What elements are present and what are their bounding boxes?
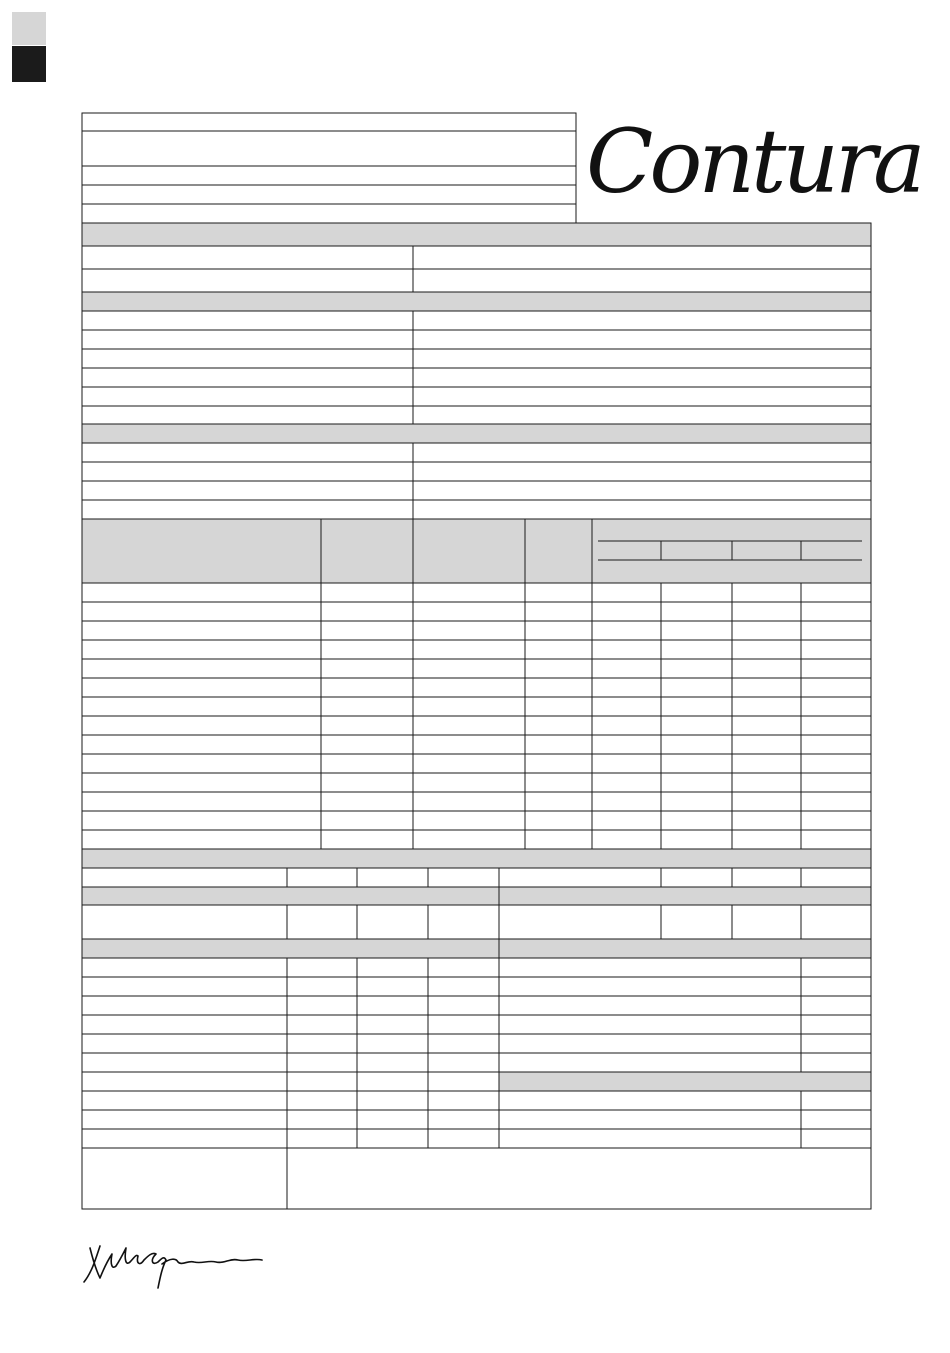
test-table-cell xyxy=(321,716,413,735)
test-table-cell xyxy=(732,773,801,792)
bottom-left-cell xyxy=(287,1034,357,1053)
test-table-cell xyxy=(801,583,871,602)
header-field xyxy=(82,185,576,204)
test-table-cell xyxy=(413,583,525,602)
test-table-cell xyxy=(592,678,661,697)
bottom-right-cell xyxy=(801,996,871,1015)
bottom-left-cell xyxy=(287,1129,357,1148)
contura-logo: Contura xyxy=(586,110,922,213)
test-table-cell xyxy=(413,659,525,678)
bottom-left-cell xyxy=(287,1072,357,1091)
section3-cell xyxy=(82,500,413,519)
test-table-cell xyxy=(661,830,732,849)
section2-cell xyxy=(82,349,413,368)
test-table-cell xyxy=(321,640,413,659)
test-table-cell xyxy=(801,621,871,640)
bottom-left-cell xyxy=(357,996,428,1015)
bottom-left-cell xyxy=(82,1091,287,1110)
bottom-right-cell xyxy=(801,958,871,977)
bottom-left-cell xyxy=(82,1034,287,1053)
test-table-cell xyxy=(525,830,592,849)
test-table-cell xyxy=(321,697,413,716)
lower-row2-cell xyxy=(82,905,287,939)
test-table-cell xyxy=(732,811,801,830)
test-table-cell xyxy=(525,602,592,621)
bottom-right-cell xyxy=(499,996,801,1015)
section-band xyxy=(82,223,871,246)
test-table-cell xyxy=(661,678,732,697)
lower-row-cell xyxy=(428,868,499,887)
test-table-cell xyxy=(801,792,871,811)
test-table-cell xyxy=(413,735,525,754)
test-table-cell xyxy=(592,830,661,849)
section-band xyxy=(499,1072,871,1091)
lower-row-cell xyxy=(801,868,871,887)
test-table-cell xyxy=(525,678,592,697)
test-table-cell xyxy=(732,621,801,640)
test-table-cell xyxy=(732,640,801,659)
bottom-left-cell xyxy=(287,977,357,996)
bottom-left-cell xyxy=(357,977,428,996)
test-table-cell xyxy=(801,773,871,792)
bottom-left-cell xyxy=(428,977,499,996)
bottom-right-cell xyxy=(499,977,801,996)
test-table-cell xyxy=(525,697,592,716)
bottom-left-cell xyxy=(287,958,357,977)
test-table-cell xyxy=(732,735,801,754)
test-table-cell xyxy=(661,583,732,602)
test-table-cell xyxy=(82,678,321,697)
test-table-cell xyxy=(321,754,413,773)
test-table-cell xyxy=(525,773,592,792)
test-table-cell xyxy=(592,583,661,602)
remarks-cell xyxy=(287,1148,871,1209)
bottom-left-cell xyxy=(357,1091,428,1110)
test-table-cell xyxy=(801,716,871,735)
bottom-right2-cell xyxy=(801,1091,871,1110)
test-table-cell xyxy=(82,792,321,811)
bottom-left-cell xyxy=(428,1110,499,1129)
test-table-cell xyxy=(321,735,413,754)
test-table-cell xyxy=(661,659,732,678)
test-table-cell xyxy=(413,754,525,773)
test-table-cell xyxy=(592,754,661,773)
header-field xyxy=(82,113,576,131)
bottom-right-cell xyxy=(801,1015,871,1034)
test-table-cell xyxy=(525,811,592,830)
lower-row2-cell xyxy=(661,905,732,939)
bottom-right2-cell xyxy=(499,1110,801,1129)
test-table-cell xyxy=(82,754,321,773)
test-table-cell xyxy=(801,754,871,773)
bottom-right-cell xyxy=(499,958,801,977)
test-table-cell xyxy=(321,583,413,602)
lower-row-cell xyxy=(661,868,732,887)
bottom-left-cell xyxy=(82,958,287,977)
test-table-cell xyxy=(82,773,321,792)
lower-row2-cell xyxy=(428,905,499,939)
section2-cell xyxy=(413,387,871,406)
test-table-cell xyxy=(321,621,413,640)
test-table-cell xyxy=(801,811,871,830)
test-table-cell xyxy=(661,735,732,754)
header-field xyxy=(82,131,576,166)
section2-cell xyxy=(413,311,871,330)
test-table-cell xyxy=(732,792,801,811)
section2-cell xyxy=(413,330,871,349)
section1-cell xyxy=(413,269,871,292)
bottom-right-cell xyxy=(801,977,871,996)
section-band xyxy=(499,939,871,958)
test-table-cell xyxy=(525,640,592,659)
test-table-cell xyxy=(592,659,661,678)
test-table-cell xyxy=(732,830,801,849)
test-table-cell xyxy=(801,735,871,754)
section2-cell xyxy=(82,406,413,424)
test-table-cell xyxy=(592,735,661,754)
section3-cell xyxy=(413,481,871,500)
section1-cell xyxy=(82,246,413,269)
test-table-cell xyxy=(525,583,592,602)
test-table-cell xyxy=(592,792,661,811)
header-field xyxy=(82,166,576,185)
test-table-cell xyxy=(732,659,801,678)
bottom-left-cell xyxy=(428,1129,499,1148)
test-table-cell xyxy=(413,811,525,830)
header-field xyxy=(82,204,576,223)
bottom-right2-cell xyxy=(499,1091,801,1110)
test-table-cell xyxy=(732,602,801,621)
test-table-cell xyxy=(801,640,871,659)
test-table-cell xyxy=(82,716,321,735)
test-table-cell xyxy=(321,602,413,621)
test-table-cell xyxy=(525,792,592,811)
test-table-cell xyxy=(321,830,413,849)
section-band xyxy=(82,849,871,868)
section3-cell xyxy=(82,443,413,462)
section2-cell xyxy=(82,311,413,330)
bottom-left-cell xyxy=(82,977,287,996)
section3-cell xyxy=(413,443,871,462)
section3-cell xyxy=(82,481,413,500)
test-table-cell xyxy=(413,678,525,697)
test-table-cell xyxy=(525,754,592,773)
test-table-cell xyxy=(321,678,413,697)
test-table-cell xyxy=(592,697,661,716)
test-table-cell xyxy=(82,811,321,830)
section2-cell xyxy=(82,368,413,387)
test-table-cell xyxy=(82,640,321,659)
lower-row2-cell xyxy=(499,905,661,939)
bottom-right-cell xyxy=(499,1034,801,1053)
test-table-cell xyxy=(592,621,661,640)
bottom-left-cell xyxy=(428,1015,499,1034)
handwritten-signature-icon xyxy=(78,1238,268,1290)
bottom-left-cell xyxy=(287,1110,357,1129)
bottom-left-cell xyxy=(82,1053,287,1072)
lower-row-cell xyxy=(357,868,428,887)
test-table-cell xyxy=(82,830,321,849)
lower-row-cell xyxy=(499,868,661,887)
section2-cell xyxy=(413,406,871,424)
test-table-cell xyxy=(661,773,732,792)
test-table-cell xyxy=(413,716,525,735)
test-table-cell xyxy=(661,811,732,830)
test-table-cell xyxy=(732,716,801,735)
test-table-cell xyxy=(661,602,732,621)
section-band xyxy=(82,939,499,958)
bottom-left-cell xyxy=(428,996,499,1015)
bottom-right2-cell xyxy=(499,1129,801,1148)
section3-cell xyxy=(413,500,871,519)
test-table-cell xyxy=(801,830,871,849)
test-table-cell xyxy=(413,621,525,640)
bottom-left-cell xyxy=(428,1053,499,1072)
test-table-cell xyxy=(661,716,732,735)
bottom-left-cell xyxy=(287,1091,357,1110)
bottom-left-cell xyxy=(82,1110,287,1129)
section3-cell xyxy=(82,462,413,481)
bottom-left-cell xyxy=(357,1129,428,1148)
test-table-cell xyxy=(732,678,801,697)
test-table-cell xyxy=(732,754,801,773)
bottom-left-cell xyxy=(82,1129,287,1148)
bottom-left-cell xyxy=(287,1053,357,1072)
test-table-cell xyxy=(413,773,525,792)
test-table-cell xyxy=(661,754,732,773)
test-table-cell xyxy=(321,811,413,830)
table-header xyxy=(82,519,871,583)
bottom-left-cell xyxy=(428,958,499,977)
test-table-cell xyxy=(801,678,871,697)
test-table-cell xyxy=(321,792,413,811)
bottom-left-cell xyxy=(287,996,357,1015)
bottom-left-cell xyxy=(357,958,428,977)
test-table-cell xyxy=(661,640,732,659)
bottom-left-cell xyxy=(357,1072,428,1091)
lower-row-cell xyxy=(287,868,357,887)
section2-cell xyxy=(82,330,413,349)
bottom-right-cell xyxy=(499,1053,801,1072)
bottom-right2-cell xyxy=(801,1110,871,1129)
section2-cell xyxy=(413,368,871,387)
test-table-cell xyxy=(801,697,871,716)
lower-row2-cell xyxy=(357,905,428,939)
bottom-left-cell xyxy=(357,1053,428,1072)
test-table-cell xyxy=(592,716,661,735)
section1-cell xyxy=(413,246,871,269)
bottom-left-cell xyxy=(82,1015,287,1034)
section3-cell xyxy=(413,462,871,481)
test-table-cell xyxy=(661,697,732,716)
test-table-cell xyxy=(413,640,525,659)
test-table-cell xyxy=(801,659,871,678)
test-table-cell xyxy=(82,602,321,621)
test-table-cell xyxy=(732,583,801,602)
test-table-cell xyxy=(525,621,592,640)
bottom-left-cell xyxy=(357,1110,428,1129)
test-table-cell xyxy=(525,735,592,754)
test-table-cell xyxy=(82,621,321,640)
section-band xyxy=(82,292,871,311)
test-table-cell xyxy=(732,697,801,716)
section-band xyxy=(82,424,871,443)
bottom-left-cell xyxy=(357,1034,428,1053)
test-table-cell xyxy=(592,773,661,792)
test-table-cell xyxy=(82,735,321,754)
lower-row2-cell xyxy=(801,905,871,939)
section-band xyxy=(499,887,871,905)
section2-cell xyxy=(82,387,413,406)
bottom-right-cell xyxy=(499,1015,801,1034)
section1-cell xyxy=(82,269,413,292)
test-table-cell xyxy=(801,602,871,621)
test-table-cell xyxy=(82,583,321,602)
test-table-cell xyxy=(413,697,525,716)
test-table-cell xyxy=(525,716,592,735)
bottom-left-cell xyxy=(82,996,287,1015)
test-table-cell xyxy=(321,773,413,792)
test-table-cell xyxy=(321,659,413,678)
section2-cell xyxy=(413,349,871,368)
bottom-left-cell xyxy=(357,1015,428,1034)
lower-row-cell xyxy=(82,868,287,887)
test-table-cell xyxy=(592,811,661,830)
remarks-label-cell xyxy=(82,1148,287,1209)
test-table-cell xyxy=(82,659,321,678)
test-table-cell xyxy=(413,602,525,621)
test-table-cell xyxy=(661,621,732,640)
lower-row2-cell xyxy=(732,905,801,939)
test-table-cell xyxy=(592,640,661,659)
bottom-left-cell xyxy=(287,1015,357,1034)
bottom-right-cell xyxy=(801,1034,871,1053)
bottom-right-cell xyxy=(801,1053,871,1072)
bottom-left-cell xyxy=(428,1072,499,1091)
test-table-cell xyxy=(525,659,592,678)
test-table-cell xyxy=(413,792,525,811)
lower-row-cell xyxy=(732,868,801,887)
test-table-cell xyxy=(592,602,661,621)
section-band xyxy=(82,887,499,905)
bottom-left-cell xyxy=(428,1091,499,1110)
lower-row2-cell xyxy=(287,905,357,939)
test-table-cell xyxy=(82,697,321,716)
test-table-cell xyxy=(661,792,732,811)
bottom-left-cell xyxy=(428,1034,499,1053)
bottom-left-cell xyxy=(82,1072,287,1091)
bottom-right2-cell xyxy=(801,1129,871,1148)
test-table-cell xyxy=(413,830,525,849)
